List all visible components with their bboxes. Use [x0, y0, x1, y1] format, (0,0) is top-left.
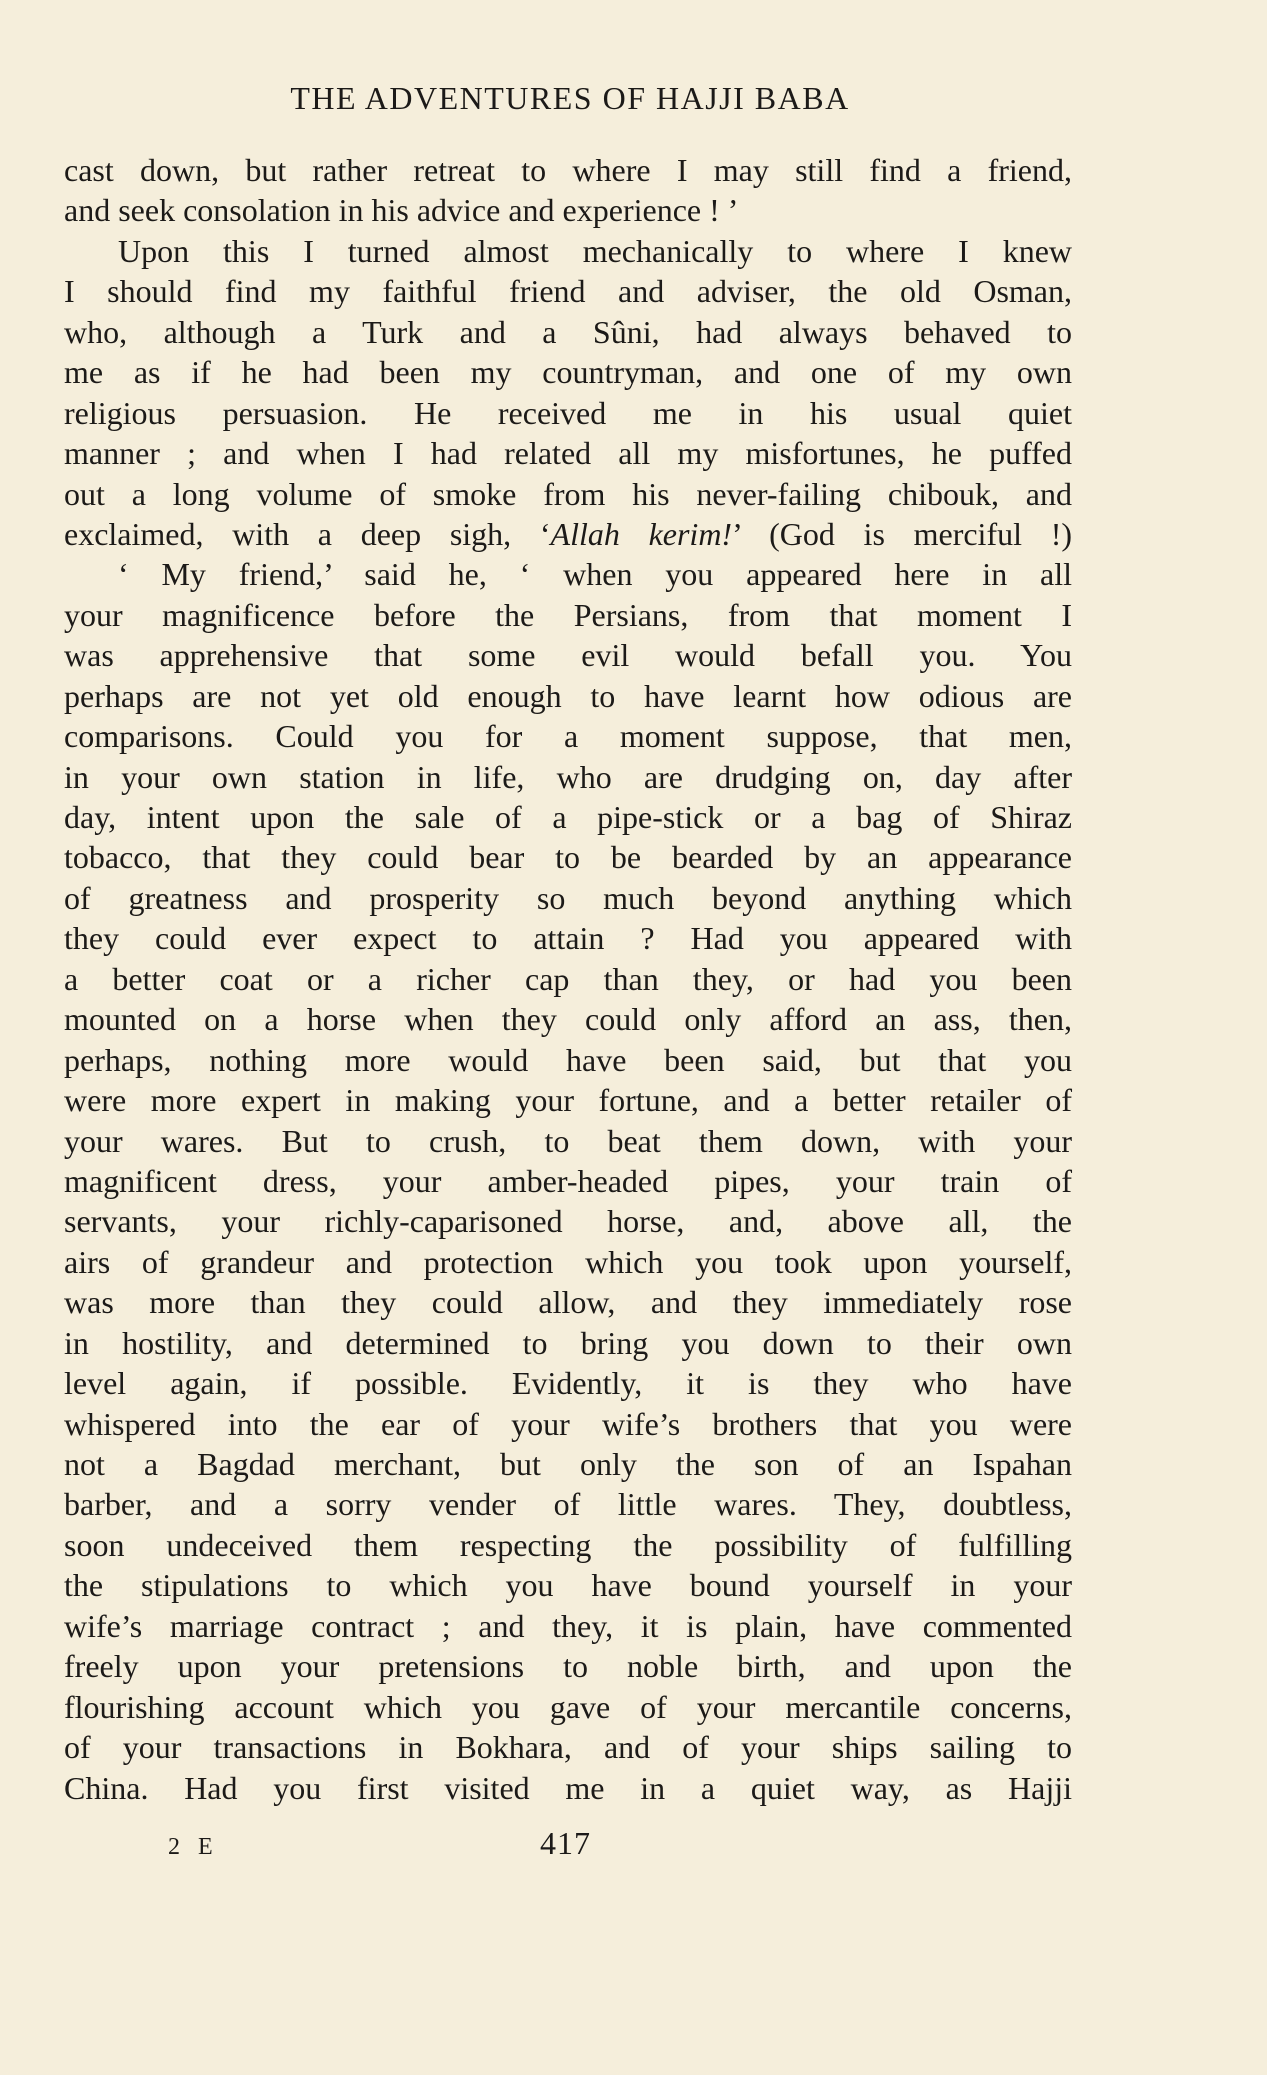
text-line: [64, 514, 1072, 554]
text-line: your wares. But to crush, to beat them down, with your: [64, 1122, 1072, 1159]
italic-phrase: Allah kerim!: [550, 515, 733, 552]
text-line: a better coat or a richer cap than they, or had you been: [64, 960, 1072, 997]
text-line: they could ever expect to attain ? Had you appeared with: [64, 920, 1072, 957]
text-line: comparisons. Could you for a moment suppose, that men,: [64, 718, 1072, 755]
text-line: was apprehensive that some evil would befall you. You: [64, 637, 1072, 674]
text-line: of your transactions in Bokhara, and of your ships sailing to: [64, 1729, 1072, 1766]
text-line: magnificent dress, your amber-headed pipes, your train of: [64, 1162, 1072, 1199]
text-line: day, intent upon the sale of a pipe-stick or a bag of Shiraz: [64, 799, 1072, 835]
signature-mark: 2 E: [168, 1834, 219, 1860]
text-line: freely upon your pretensions to noble birth, and upon the: [64, 1648, 1072, 1685]
running-head: THE ADVENTURES OF HAJJI BABA: [290, 80, 850, 116]
body-text: [64, 150, 1072, 1808]
text-line: in hostility, and determined to bring you down to their own: [64, 1324, 1072, 1361]
text-line: servants, your richly-caparisoned horse, and, above all, the: [64, 1203, 1072, 1240]
text-line: soon undeceived them respecting the possibility of fulfilling: [64, 1526, 1072, 1563]
text-line: barber, and a sorry vender of little wares. They, doubtless,: [64, 1486, 1072, 1523]
text-line: in your own station in life, who are drudging on, day after: [64, 758, 1072, 795]
text-line: religious persuasion. He received me in his usual quiet: [64, 394, 1072, 431]
text-line: perhaps, nothing more would have been said, but that you: [64, 1041, 1072, 1078]
text-line: not a Bagdad merchant, but only the son of an Ispahan: [64, 1446, 1072, 1482]
text-line: airs of grandeur and protection which you took upon yourself,: [64, 1243, 1072, 1280]
text-line: the stipulations to which you have bound yourself in your: [64, 1567, 1072, 1604]
text-line: out a long volume of smoke from his never-failing chibouk, and: [64, 475, 1072, 512]
text-line: level again, if possible. Evidently, it is they who have: [64, 1365, 1072, 1402]
text-line: whispered into the ear of your wife’s brothers that you were: [64, 1405, 1072, 1442]
text-line: perhaps are not yet old enough to have learnt how odious are: [64, 677, 1072, 714]
text-line: who, although a Turk and a Sûni, had always behaved to: [64, 313, 1072, 350]
text-segment: ’ (God is merciful !): [732, 515, 1073, 552]
text-line: manner ; and when I had related all my misfortunes, he puffed: [64, 435, 1072, 472]
text-line: was more than they could allow, and they immediately rose: [64, 1284, 1072, 1321]
text-line: tobacco, that they could bear to be bearded by an appearance: [64, 839, 1072, 876]
text-line: of greatness and prosperity so much beyond anything which: [64, 879, 1072, 916]
text-line: flourishing account which you gave of your mercantile concerns,: [64, 1688, 1072, 1725]
text-line: ‘ My friend,’ said he, ‘ when you appeared here in all: [118, 556, 1072, 593]
text-line: were more expert in making your fortune, and a better retailer of: [64, 1082, 1072, 1119]
text-line: China. Had you first visited me in a quiet way, as Hajji: [64, 1769, 1072, 1806]
text-line: cast down, but rather retreat to where I may still find a friend,: [64, 152, 1072, 188]
text-segment: exclaimed, with a deep sigh, ‘: [64, 515, 551, 552]
text-line: Upon this I turned almost mechanically to where I knew: [118, 232, 1072, 269]
text-line: mounted on a horse when they could only afford an ass, then,: [64, 1001, 1072, 1038]
text-line: your magnificence before the Persians, from that moment I: [64, 596, 1072, 633]
text-line: and seek consolation in his advice and experience ! ’: [64, 192, 739, 229]
text-line: wife’s marriage contract ; and they, it is plain, have commented: [64, 1607, 1072, 1644]
page-number: 417: [540, 1825, 591, 1861]
text-line: me as if he had been my countryman, and one of my own: [64, 354, 1072, 391]
text-line: I should find my faithful friend and adviser, the old Osman,: [64, 273, 1072, 310]
